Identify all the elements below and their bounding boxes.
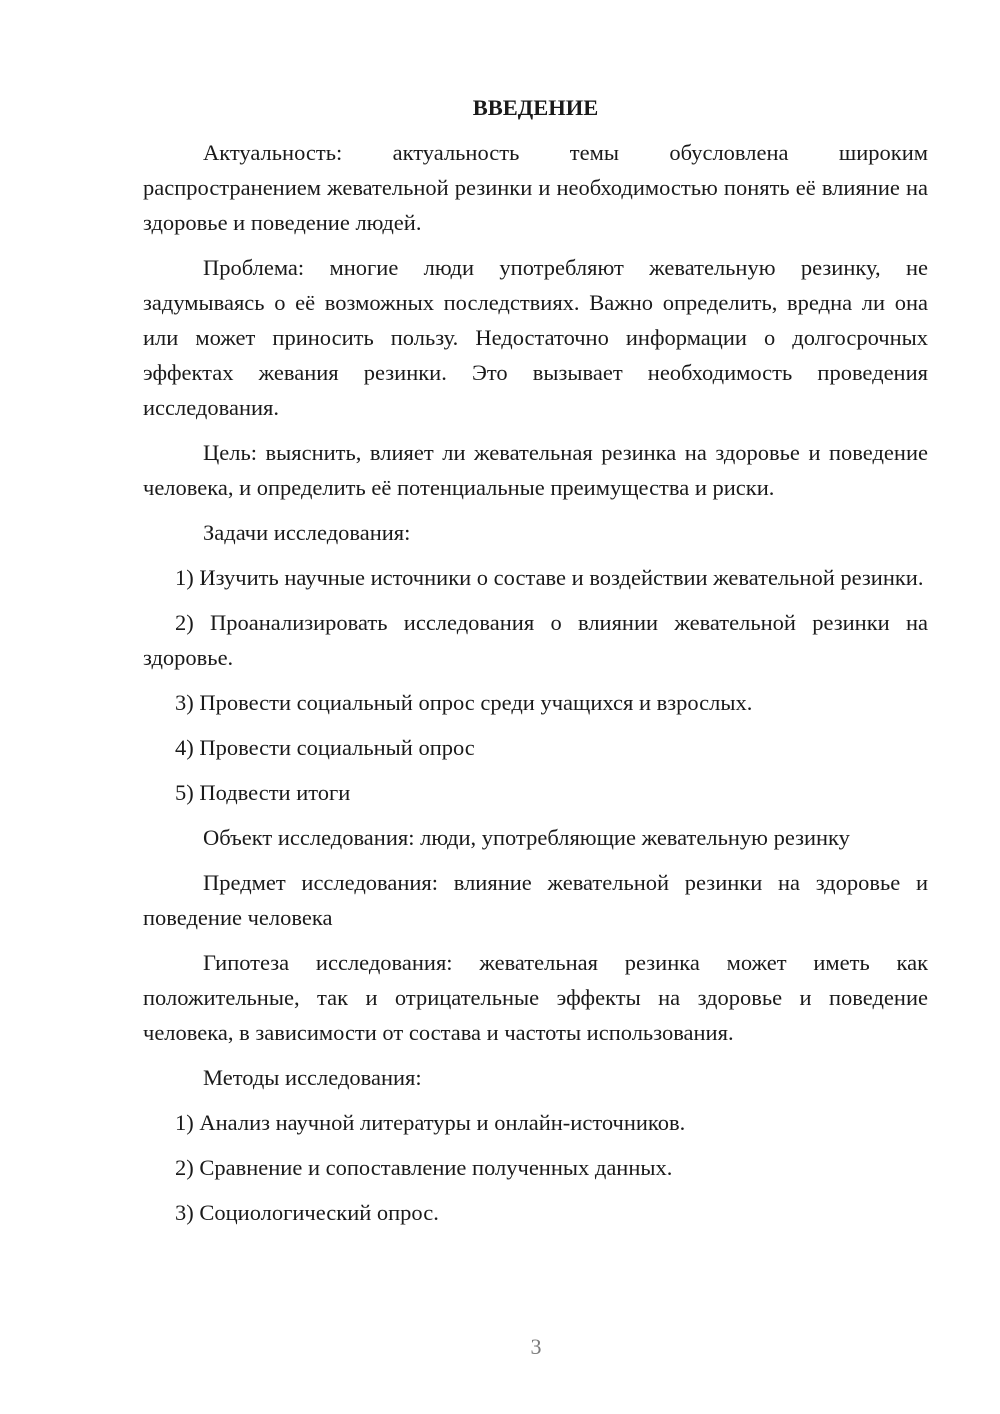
method-item-3: 3) Социологический опрос.	[175, 1200, 439, 1225]
task-item-5: 5) Подвести итоги	[175, 780, 351, 805]
subject-paragraph: Предмет исследования: влияние жевательной резинки на здоровье и поведение человека	[143, 870, 928, 930]
task-item-1: 1) Изучить научные источники о составе и воздействии жевательной резинки.	[175, 565, 924, 590]
goal-paragraph: Цель: выяснить, влияет ли жевательная резинка на здоровье и поведение человека, и определить её потенциальные преимущества и риски.	[143, 440, 928, 500]
page-number: 3	[530, 1334, 542, 1359]
task-item-4: 4) Провести социальный опрос	[175, 735, 475, 760]
page-content	[143, 90, 928, 1240]
methods-title: Методы исследования:	[203, 1065, 422, 1090]
problem-paragraph: Проблема: многие люди употребляют жевательную резинку, не задумываясь о её возможных последствиях. Важно определить, вредна ли она или может приносить пользу. Недостаточно информации о долгосрочных эффектах жевания резинки. Это вызывает необходимость проведения исследования.	[143, 255, 928, 420]
relevance-paragraph: Актуальность: актуальность темы обусловлена широким распространением жевательной резинки и необходимостью понять её влияние на здоровье и поведение людей.	[143, 140, 928, 235]
task-item-3: 3) Провести социальный опрос среди учащихся и взрослых.	[175, 690, 753, 715]
task-item-2: 2) Проанализировать исследования о влиянии жевательной резинки на здоровье.	[143, 610, 928, 670]
hypothesis-paragraph: Гипотеза исследования: жевательная резинка может иметь как положительные, так и отрицательные эффекты на здоровье и поведение человека, в зависимости от состава и частоты использования.	[143, 950, 928, 1045]
method-item-1: 1) Анализ научной литературы и онлайн-источников.	[175, 1110, 686, 1135]
section-heading: ВВЕДЕНИЕ	[472, 95, 599, 120]
tasks-title: Задачи исследования:	[203, 520, 411, 545]
object-paragraph: Объект исследования: люди, употребляющие жевательную резинку	[203, 825, 850, 850]
method-item-2: 2) Сравнение и сопоставление полученных данных.	[175, 1155, 673, 1180]
